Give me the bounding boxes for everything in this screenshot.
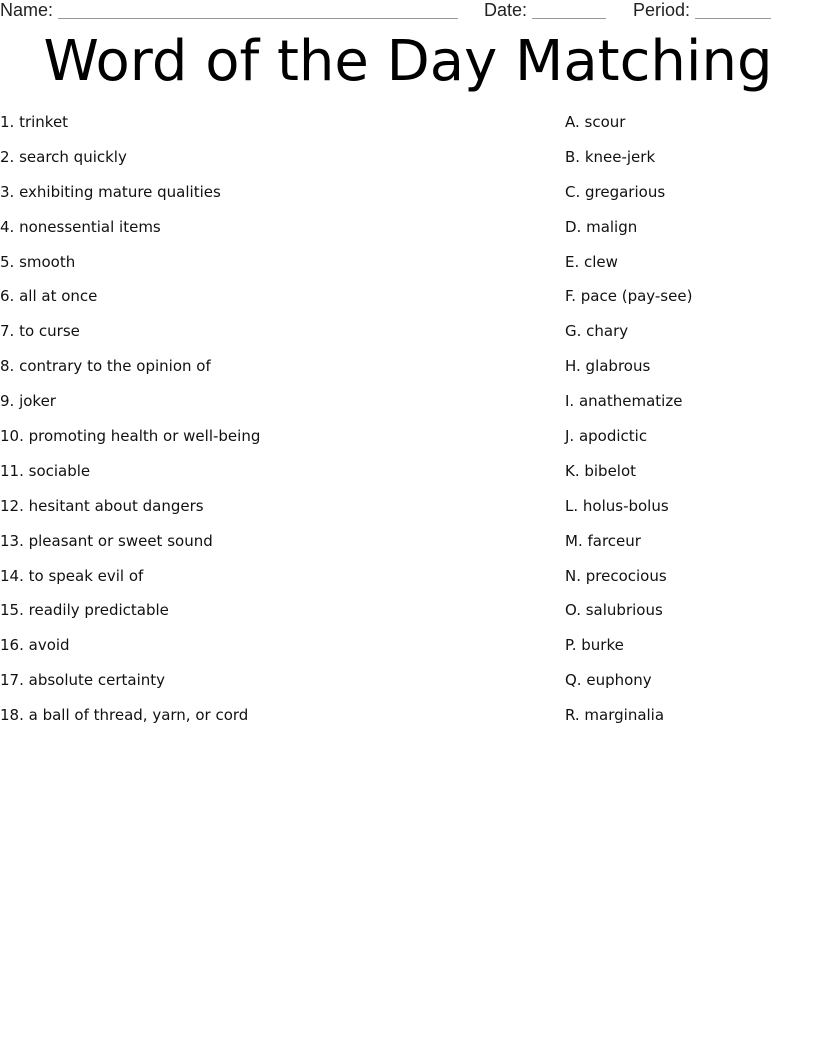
period-field	[633, 0, 771, 20]
clue-item: 4. nonessential items	[0, 217, 161, 236]
clue-item: 15. readily predictable	[0, 601, 169, 620]
page-title: Word of the Day Matching	[43, 29, 773, 94]
word-item: J. apodictic	[565, 427, 648, 446]
word-item: D. malign	[565, 217, 638, 236]
word-item: K. bibelot	[565, 461, 637, 480]
period-blank-line	[695, 0, 771, 19]
word-list	[565, 109, 805, 737]
word-item: R. marginalia	[565, 706, 665, 725]
word-item: M. farceur	[565, 531, 641, 550]
clue-item: 18. a ball of thread, yarn, or cord	[0, 706, 249, 725]
clue-item: 14. to speak evil of	[0, 566, 144, 585]
clue-item: 7. to curse	[0, 322, 80, 341]
word-item: G. chary	[565, 322, 629, 341]
word-item: L. holus-bolus	[565, 496, 669, 515]
clue-item: 12. hesitant about dangers	[0, 496, 204, 515]
date-blank-line	[532, 0, 606, 19]
clue-item: 10. promoting health or well-being	[0, 427, 261, 446]
word-item: Q. euphony	[565, 671, 652, 690]
word-item: I. anathematize	[565, 392, 683, 411]
date-label: Date:	[484, 0, 528, 20]
period-label: Period:	[633, 0, 691, 20]
clue-item: 6. all at once	[0, 287, 98, 306]
word-item: B. knee-jerk	[565, 147, 656, 166]
name-field	[0, 0, 458, 20]
clue-list	[0, 109, 520, 737]
word-item: E. clew	[565, 252, 618, 271]
word-item: O. salubrious	[565, 601, 663, 620]
clue-item: 2. search quickly	[0, 147, 127, 166]
clue-item: 3. exhibiting mature qualities	[0, 182, 221, 201]
word-item: F. pace (pay-see)	[565, 287, 693, 306]
clue-item: 8. contrary to the opinion of	[0, 357, 211, 376]
date-field	[484, 0, 606, 20]
worksheet-header	[0, 0, 816, 24]
word-item: C. gregarious	[565, 182, 666, 201]
clue-item: 11. sociable	[0, 461, 91, 480]
clue-item: 9. joker	[0, 392, 56, 411]
word-item: A. scour	[565, 113, 626, 131]
word-item: P. burke	[565, 636, 624, 655]
clue-item: 1. trinket	[0, 113, 69, 131]
name-label: Name:	[0, 0, 54, 20]
name-blank-line	[58, 0, 458, 19]
word-item: N. precocious	[565, 566, 667, 585]
clue-item: 13. pleasant or sweet sound	[0, 531, 213, 550]
clue-item: 5. smooth	[0, 252, 76, 271]
word-item: H. glabrous	[565, 357, 651, 376]
clue-item: 16. avoid	[0, 636, 70, 655]
clue-item: 17. absolute certainty	[0, 671, 166, 690]
